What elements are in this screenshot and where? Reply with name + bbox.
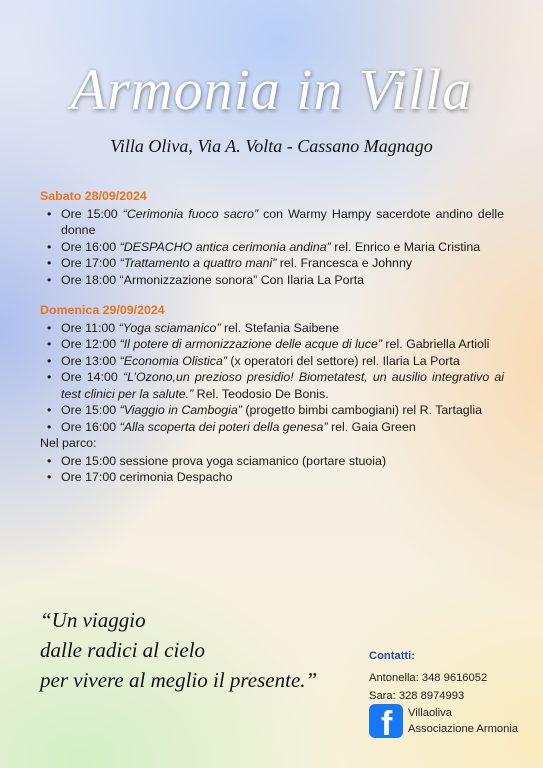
facebook-icon: f xyxy=(369,704,403,738)
list-item: • Ore 12:00 “Il potere di armonizzazione delle acque di luce” rel. Gabriella Artioli xyxy=(61,336,504,353)
list-item: • Ore 16:00 “DESPACHO antica cerimonia andina” rel. Enrico e Maria Cristina xyxy=(61,239,504,256)
sunday-section xyxy=(40,302,504,486)
quote-line: dalle radici al cielo xyxy=(40,638,206,662)
list-item: • Ore 17:00 cerimonia Despacho xyxy=(61,469,504,486)
park-label: Nel parco: xyxy=(40,436,97,450)
quote-line: per vivere al meglio il presente.” xyxy=(40,668,318,692)
facebook-text xyxy=(408,705,518,737)
sunday-list xyxy=(40,320,504,436)
phone-sara: Sara: 328 8974993 xyxy=(369,690,465,702)
sunday-heading: Domenica 29/09/2024 xyxy=(40,303,165,317)
contacts-heading: Contatti: xyxy=(369,650,415,662)
list-item: • Ore 16:00 “Alla scoperta dei poteri della genesa” rel. Gaia Green xyxy=(61,419,504,436)
list-item: • Ore 15:00 “Cerimonia fuoco sacro” con Warmy Hampy sacerdote andino delle donne xyxy=(61,206,504,239)
list-item: • Ore 11:00 “Yoga sciamanico” rel. Stefania Saibene xyxy=(61,320,504,337)
facebook-link[interactable] xyxy=(369,704,518,738)
event-title: Armonia in Villa xyxy=(70,57,473,122)
list-item: • Ore 14:00 “L’Ozono,un prezioso presidio! Biometatest, un ausilio integrativo ai test clinici per la salute.” Rel. Teodosio De Bonis. xyxy=(61,369,504,402)
list-item: • Ore 18:00 “Armonizzazione sonora” Con Ilaria La Porta xyxy=(61,272,504,289)
saturday-section xyxy=(40,188,504,288)
saturday-heading: Sabato 28/09/2024 xyxy=(40,189,147,203)
list-item: • Ore 13:00 “Economia Olistica” (x operatori del settore) rel. Ilaria La Porta xyxy=(61,353,504,370)
park-list xyxy=(40,453,504,486)
program xyxy=(40,188,504,486)
venue-subtitle: Villa Oliva, Via A. Volta - Cassano Magnago xyxy=(110,136,433,156)
facebook-association-name: Associazione Armonia xyxy=(408,723,519,735)
contacts xyxy=(369,647,487,705)
phone-antonella: Antonella: 348 9616052 xyxy=(369,672,488,684)
quote-line: “Un viaggio xyxy=(40,608,146,632)
facebook-page-name: Villaoliva xyxy=(408,707,452,719)
list-item: • Ore 15:00 “Viaggio in Cambogia” (progetto bimbi cambogiani) rel R. Tartaglia xyxy=(61,402,504,419)
list-item: • Ore 15:00 sessione prova yoga sciamanico (portare stuoia) xyxy=(61,453,504,470)
quote xyxy=(40,605,317,695)
saturday-list xyxy=(40,206,504,289)
list-item: • Ore 17:00 “Trattamento a quattro mani” rel. Francesca e Johnny xyxy=(61,255,504,272)
